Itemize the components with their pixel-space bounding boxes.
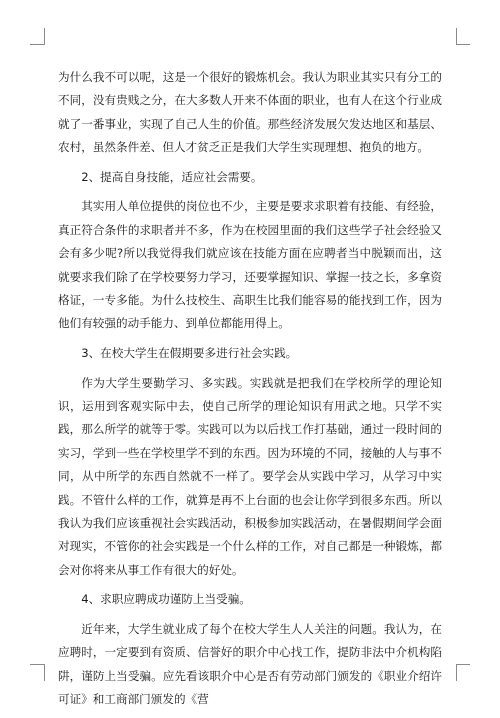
paragraph: 作为大学生要勤学习、多实践。实践就是把我们在学校所学的理论知识，运用到客观实际中去，使自己所学的理论知识有用武之地。只学不实践，那么所学的就等于零。实践可以为以后找工作打基础，通过一段时间的实习，学到一些在学校里学不到的东西。因为环境的不同，接触的人与事不同，从中所学的东西自然就不一样了。要学会从实践中学习，从学习中实践。不管什么样的工作，就算是再不上台面的也会让你学到很多东西。所以我认为我们应该重视社会实践活动，积极参加实践活动，在暑假期间学会面对现实，不管你的社会实践是一个什么样的工作，对自己都是一种锻炼，都会对你将来从事工作有很大的好处。 xyxy=(58,375,442,577)
section-heading-2: 2、提高自身技能，适应社会需要。 xyxy=(81,169,263,184)
crop-mark-top-left-v xyxy=(44,28,45,45)
section-heading-3: 3、在校大学生在假期要多进行社会实践。 xyxy=(81,346,298,361)
paragraph: 近年来，大学生就业成了每个在校大学生人人关注的问题。我认为，在应聘时，一定要到有资质、信誉好的职介中心找工作，提防非法中介机构陷阱，谨防上当受骗。应先看该职介中心是否有劳动部门颁发的《职业介绍许可证》和工商部门颁发的《营 xyxy=(58,622,442,707)
section-heading-4: 4、求职应聘成功谨防上当受骗。 xyxy=(81,592,251,607)
crop-mark-top-right-h xyxy=(456,44,470,45)
body-text xyxy=(58,66,442,718)
crop-mark-bottom-right-h xyxy=(456,664,470,665)
crop-mark-bottom-left-h xyxy=(30,664,44,665)
crop-mark-top-left-h xyxy=(30,44,44,45)
crop-mark-bottom-left-v xyxy=(44,664,45,681)
paragraph: 其实用人单位提供的岗位也不少，主要是要求求职着有技能、有经验，真正符合条件的求职者并不多，作为在校园里面的我们这些学子社会经验又会有多少呢?所以我觉得我们就应该在技能方面在应聘者当中脱颖而出，这就要求我们除了在学校要努力学习，还要掌握知识、掌握一技之长，多拿资格证，一专多能。为什么技校生、高职生比我们能容易的能找到工作，因为他们有较强的动手能力、到单位都能用得上。 xyxy=(58,199,442,331)
crop-mark-top-right-v xyxy=(456,28,457,45)
crop-mark-bottom-right-v xyxy=(456,664,457,681)
paragraph-continued: 为什么我不可以呢，这是一个很好的锻炼机会。我认为职业其实只有分工的不同，没有贵贱之分，在大多数人开来不体面的职业，也有人在这个行业成就了一番事业，实现了自己人生的价值。那些经济发展欠发达地区和基层、农村，虽然条件差、但人才贫乏正是我们大学生实现理想、抱负的地方。 xyxy=(58,70,442,155)
